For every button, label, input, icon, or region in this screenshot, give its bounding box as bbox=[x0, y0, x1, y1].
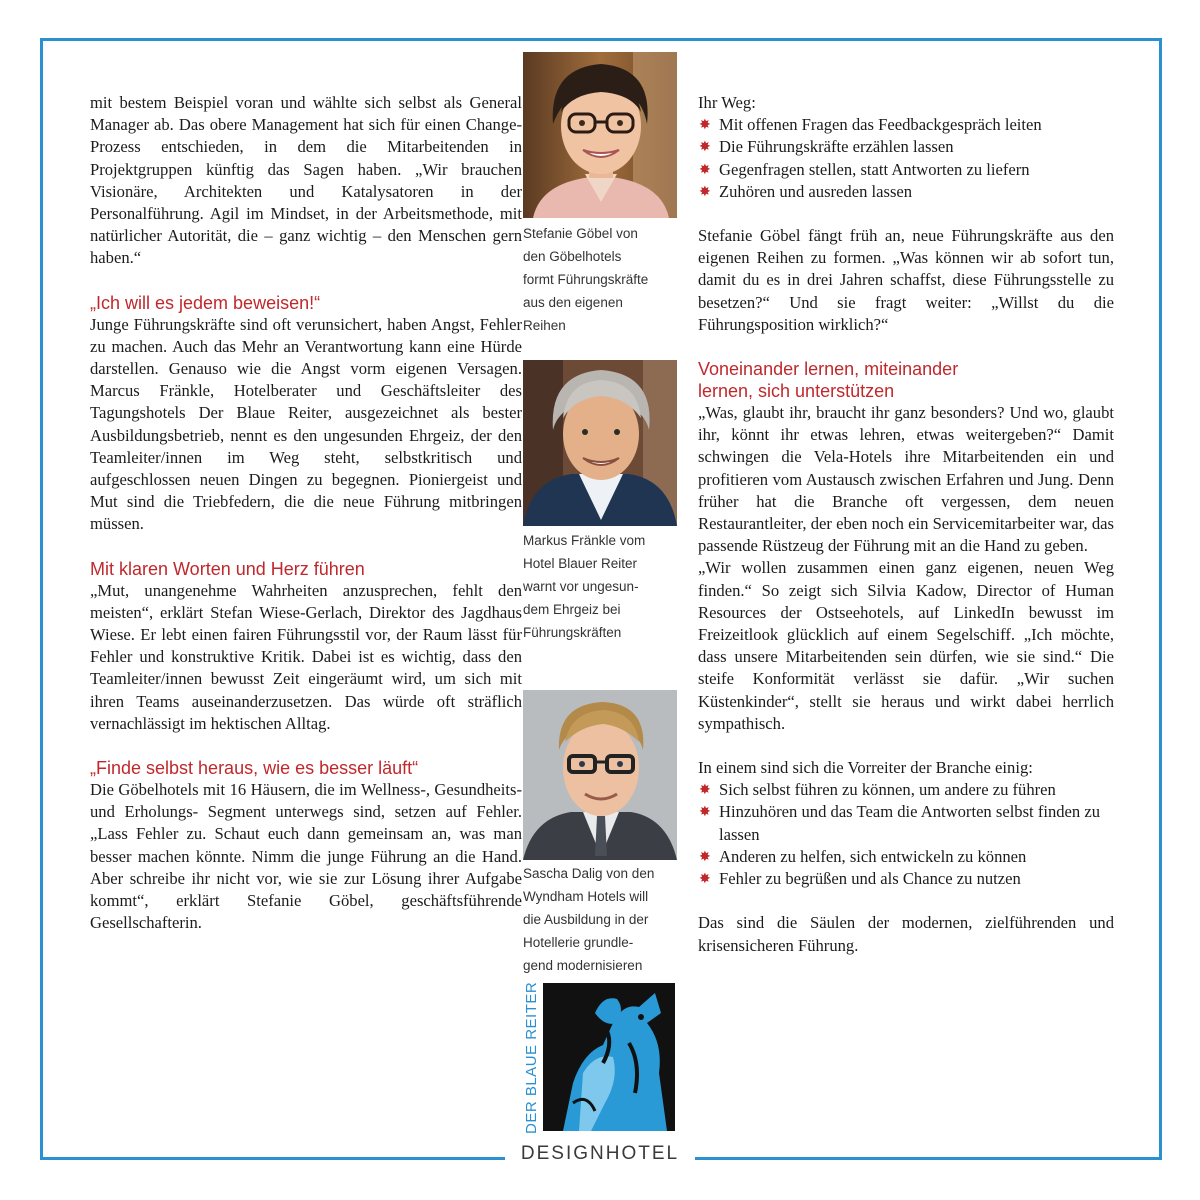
section-heading: Mit klaren Worten und Herz führen bbox=[90, 558, 365, 579]
bullet-list-1 bbox=[698, 114, 1114, 203]
photo-caption-1: Stefanie Göbel von den Göbelhotels formt Führungskräfte aus den eigenen Reihen bbox=[523, 226, 649, 333]
photo-caption-3: Sascha Dalig von den Wyndham Hotels will die Ausbildung in der Hotellerie grundle- gend modernisieren bbox=[523, 866, 655, 973]
paragraph: „Was, glaubt ihr, braucht ihr ganz besonders? Und wo, glaubt ihr, könnt ihr etwas lehren, etwas weitergeben?“ Damit schwingen die Vela-Hotels ihre Mitarbeitenden ein und profitieren vom Austausch zwischen Erfahren und Jung. Denn früher hat die Branche oft vergessen, dem neuen Restaurantleiter, der eben noch ein Servicemitarbeiter war, das passende Rüstzeug der Führung mit an die Hand zu geben. bbox=[698, 403, 1114, 556]
star-bullet-icon: ✸ bbox=[699, 848, 711, 865]
list-item: ✸ Hinzuhören und das Team die Antworten selbst finden zu lassen bbox=[699, 802, 1101, 844]
star-bullet-icon: ✸ bbox=[699, 117, 711, 134]
der-blaue-reiter-logo bbox=[520, 983, 680, 1165]
list-intro: Ihr Weg: bbox=[698, 93, 756, 112]
portrait-stefanie-goebel bbox=[523, 52, 677, 218]
logo-vertical-wordmark: DER BLAUE REITER bbox=[523, 981, 540, 1134]
list-item: ✸ Sich selbst führen zu können, um andere zu führen bbox=[698, 779, 1114, 801]
list-item: ✸ Fehler zu begrüßen und als Chance zu nutzen bbox=[698, 868, 1114, 890]
star-bullet-icon: ✸ bbox=[699, 804, 711, 821]
list-item: ✸ Zuhören und ausreden lassen bbox=[698, 181, 1114, 203]
paragraph: mit bestem Beispiel voran und wählte sich selbst als General Manager ab. Das obere Management hat sich für einen Change-Prozess entschieden, in dem die Mitarbeitenden in Projektgruppen künftig das Sagen haben. „Wir brauchen Visionäre, Architekten und Katalysatoren in der Personalführung. Agil im Mindset, in der Arbeitsmethode, mit natürlicher Autorität, die – ganz wichtig – den Menschen gern haben.“ bbox=[90, 93, 522, 268]
list-intro: In einem sind sich die Vorreiter der Branche einig: bbox=[698, 758, 1033, 778]
paragraph: Die Göbelhotels mit 16 Häusern, die im Wellness-, Gesundheits- und Erholungs- Segment unterwegs sind, setzen auf Fehler. „Lass Fehler zu. Schaut euch dann gemeinsam an, was man besser machen könnte. Nimm die junge Führung an die Hand. Aber schreibe ihr nicht vor, wie sie zur Lösung ihrer Aufgabe kommt“, erklärt Stefanie Göbel, geschäftsführende Gesellschafterin. bbox=[90, 780, 522, 933]
bullet-list-2 bbox=[698, 779, 1114, 890]
star-bullet-icon: ✸ bbox=[699, 139, 711, 156]
list-item: ✸ Die Führungskräfte erzählen lassen bbox=[698, 136, 1114, 158]
section-heading: „Finde selbst heraus, wie es besser läuft“ bbox=[90, 758, 419, 779]
logo-designhotel: DESIGNHOTEL bbox=[520, 1143, 680, 1164]
blue-rider-artwork bbox=[543, 983, 675, 1131]
right-column bbox=[698, 92, 1114, 957]
photo-caption-2: Markus Fränkle vom Hotel Blauer Reiter warnt vor ungesun- dem Ehrgeiz bei Führungskräften bbox=[523, 533, 646, 640]
star-bullet-icon: ✸ bbox=[699, 782, 711, 799]
section-heading: Voneinander lernen, miteinander lernen, sich unterstützen bbox=[698, 359, 959, 402]
list-item: ✸ Mit offenen Fragen das Feedbackgespräch leiten bbox=[698, 114, 1114, 136]
paragraph: „Mut, unangenehme Wahrheiten anzusprechen, fehlt den meisten“, erklärt Stefan Wiese-Gerlach, Direktor des Jagdhaus Wiese. Er lebt einen fairen Führungsstil vor, der Raum lässt für Fehler und konstruktive Kritik. Dabei ist es wichtig, dass den Teamleiter/innen bewusst Zeit eingeräumt wird, um sich mit ihren Teams auseinanderzusetzen. Das würde oft sträflich vernachlässigt im hektischen Alltag. bbox=[90, 580, 522, 733]
section-heading: „Ich will es jedem beweisen!“ bbox=[90, 292, 321, 313]
left-column bbox=[90, 92, 522, 935]
list-item: ✸ Gegenfragen stellen, statt Antworten zu liefern bbox=[698, 159, 1114, 181]
closing-paragraph: Das sind die Säulen der modernen, zielführenden und krisensicheren Führung. bbox=[698, 913, 1114, 955]
paragraph: Stefanie Göbel fängt früh an, neue Führungskräfte aus den eigenen Reihen zu formen. „Was können wir ab sofort tun, damit du es in drei Jahren schaffst, diese Führungsstelle zu besetzen?“ Und sie fragt weiter: „Willst du die Führungsposition wirklich?“ bbox=[698, 226, 1114, 334]
star-bullet-icon: ✸ bbox=[699, 161, 711, 178]
paragraph: Junge Führungskräfte sind oft verunsichert, haben Angst, Fehler zu machen. Auch das Mehr an Verantwortung kann eine Hürde darstellen. Genauso wie die Angst vorm eigenen Versagen. Marcus Fränkle, Hotelberater und Geschäftsleiter des Tagungshotels Der Blaue Reiter, ausgezeichnet als bester Ausbildungsbetrieb, nennt es den ungesunden Ehrgeiz, der den Teamleiter/innen im Weg steht, selbstkritisch und aufgeschlossen neuen Dingen zu begegnen. Pioniergeist und Mut sind die Triebfedern, die die neue Führung mitbringen müssen. bbox=[90, 314, 522, 534]
portrait-sascha-dalig bbox=[523, 690, 677, 860]
star-bullet-icon: ✸ bbox=[699, 183, 711, 200]
list-item: ✸ Anderen zu helfen, sich entwickeln zu können bbox=[698, 846, 1114, 868]
paragraph: „Wir wollen zusammen einen ganz eigenen, neuen Weg finden.“ So zeigt sich Silvia Kadow, Director of Human Resources der Ostseehotels, auf LinkedIn bewusst im Freizeitlook glücklich auf einem Segelschiff. „Ich möchte, dass unsere Mitarbeitenden sein dürfen, wie sie sind.“ Die steife Konformität verlässt sie dafür. „Wir suchen Küstenkinder“, stellt sie heraus und wirkt dabei herrlich sympathisch. bbox=[698, 558, 1114, 733]
star-bullet-icon: ✸ bbox=[699, 871, 711, 888]
portrait-markus-fraenkle bbox=[523, 360, 677, 526]
